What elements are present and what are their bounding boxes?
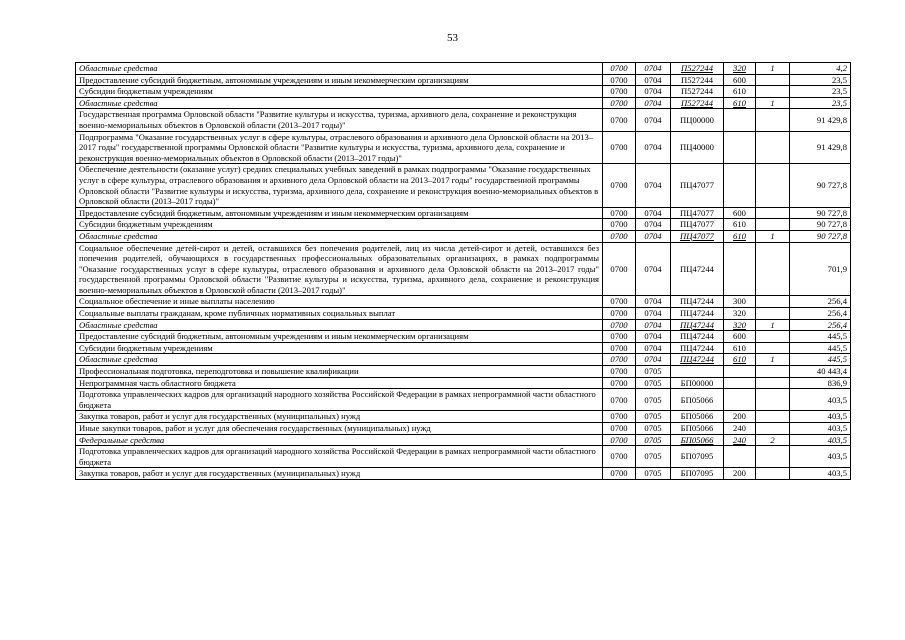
row-description: Предоставление субсидий бюджетным, автономным учреждениям и иным некоммерческим организациям [76, 331, 603, 343]
table-row [76, 219, 851, 231]
funding-source-code [756, 377, 790, 389]
row-description: Социальное обеспечение детей-сирот и детей, оставшихся без попечения родителей, лиц из числа детей-сирот и детей, оставшихся без попечения родителей, обучающихся в государственных профессиональных образовательных организациях, в рамках подпрограммы "Оказание государственных услуг в сфере культуры, отраслевого образования и архивного дела Орловской области на 2013–2017 годы" государственной программы Орловской области "Развитие культуры и искусства, туризма, архивного дела, сохранение и реконструкция военно-мемориальных объектов в Орловской области (2013–2017 годы)" [76, 242, 603, 296]
section-code: 0700 [603, 331, 636, 343]
subsection-code: 0704 [636, 242, 671, 296]
section-code: 0700 [603, 296, 636, 308]
funding-source-code [756, 86, 790, 98]
expense-type-code: 320 [724, 63, 756, 75]
section-code: 0700 [603, 354, 636, 366]
target-article-code: П527244 [671, 97, 724, 109]
row-description: Закупка товаров, работ и услуг для государственных (муниципальных) нужд [76, 468, 603, 480]
target-article-code: БП05066 [671, 411, 724, 423]
row-description: Субсидии бюджетным учреждениям [76, 219, 603, 231]
expense-type-code: 300 [724, 296, 756, 308]
target-article-code: ПЦ00000 [671, 109, 724, 131]
expense-type-code: 240 [724, 423, 756, 435]
row-description: Областные средства [76, 319, 603, 331]
funding-source-code: 1 [756, 319, 790, 331]
amount: 40 443,4 [790, 366, 851, 378]
funding-source-code: 1 [756, 63, 790, 75]
section-code: 0700 [603, 342, 636, 354]
funding-source-code: 2 [756, 434, 790, 446]
table-row [76, 207, 851, 219]
row-description: Субсидии бюджетным учреждениям [76, 342, 603, 354]
funding-source-code [756, 296, 790, 308]
row-description: Социальное обеспечение и иные выплаты населению [76, 296, 603, 308]
amount: 403,5 [790, 468, 851, 480]
row-description: Обеспечение деятельности (оказание услуг) средних специальных учебных заведений в рамках подпрограммы "Оказание государственных услуг в сфере культуры, отраслевого образования и архивного дела Орловской области на 2013–2017 годы" государственной программы Орловской области "Развитие культуры и искусства, туризма, архивного дела, сохранение и реконструкция военно-мемориальных объектов в Орловской области (2013–2017 годы)" [76, 164, 603, 207]
target-article-code: ПЦ47077 [671, 207, 724, 219]
table-row [76, 342, 851, 354]
section-code: 0700 [603, 86, 636, 98]
row-description: Закупка товаров, работ и услуг для государственных (муниципальных) нужд [76, 411, 603, 423]
subsection-code: 0705 [636, 366, 671, 378]
subsection-code: 0705 [636, 389, 671, 411]
amount: 91 429,8 [790, 131, 851, 164]
row-description: Профессиональная подготовка, переподготовка и повышение квалификации [76, 366, 603, 378]
subsection-code: 0704 [636, 131, 671, 164]
funding-source-code [756, 411, 790, 423]
table-row [76, 331, 851, 343]
subsection-code: 0704 [636, 207, 671, 219]
target-article-code: БП05066 [671, 434, 724, 446]
expense-type-code: 610 [724, 86, 756, 98]
target-article-code: ПЦ47244 [671, 319, 724, 331]
subsection-code: 0705 [636, 434, 671, 446]
funding-source-code [756, 308, 790, 320]
amount: 256,4 [790, 319, 851, 331]
funding-source-code [756, 423, 790, 435]
section-code: 0700 [603, 131, 636, 164]
expense-type-code: 610 [724, 230, 756, 242]
target-article-code: ПЦ47244 [671, 342, 724, 354]
table-row [76, 389, 851, 411]
amount: 90 727,8 [790, 230, 851, 242]
expense-type-code [724, 389, 756, 411]
expense-type-code [724, 242, 756, 296]
expense-type-code: 320 [724, 308, 756, 320]
expense-type-code: 610 [724, 219, 756, 231]
target-article-code: ПЦ47077 [671, 219, 724, 231]
table-row [76, 63, 851, 75]
table-row [76, 446, 851, 468]
page-number: 53 [447, 32, 458, 44]
table-body [76, 63, 851, 480]
amount: 90 727,8 [790, 219, 851, 231]
subsection-code: 0705 [636, 446, 671, 468]
row-description: Непрограммная часть областного бюджета [76, 377, 603, 389]
section-code: 0700 [603, 434, 636, 446]
table-row [76, 164, 851, 207]
funding-source-code: 1 [756, 230, 790, 242]
target-article-code: П527244 [671, 63, 724, 75]
expense-type-code: 600 [724, 331, 756, 343]
table-row [76, 377, 851, 389]
amount: 23,5 [790, 86, 851, 98]
target-article-code: П527244 [671, 74, 724, 86]
amount: 403,5 [790, 389, 851, 411]
subsection-code: 0704 [636, 296, 671, 308]
subsection-code: 0704 [636, 342, 671, 354]
table-row [76, 74, 851, 86]
funding-source-code [756, 207, 790, 219]
funding-source-code [756, 219, 790, 231]
funding-source-code [756, 342, 790, 354]
row-description: Областные средства [76, 230, 603, 242]
row-description: Подготовка управленческих кадров для организаций народного хозяйства Российской Федерации в рамках непрограммной части областного бюджета [76, 389, 603, 411]
table-row [76, 319, 851, 331]
target-article-code: ПЦ47244 [671, 308, 724, 320]
row-description: Областные средства [76, 97, 603, 109]
section-code: 0700 [603, 207, 636, 219]
table-row [76, 230, 851, 242]
funding-source-code [756, 164, 790, 207]
expense-type-code: 600 [724, 74, 756, 86]
target-article-code [671, 366, 724, 378]
expense-type-code [724, 131, 756, 164]
amount: 90 727,8 [790, 207, 851, 219]
target-article-code: БП05066 [671, 389, 724, 411]
subsection-code: 0704 [636, 74, 671, 86]
subsection-code: 0704 [636, 308, 671, 320]
table-row [76, 109, 851, 131]
target-article-code: ПЦ47244 [671, 242, 724, 296]
target-article-code: ПЦ47244 [671, 296, 724, 308]
table-row [76, 86, 851, 98]
funding-source-code [756, 366, 790, 378]
target-article-code: ПЦ47077 [671, 230, 724, 242]
funding-source-code [756, 468, 790, 480]
expense-type-code [724, 446, 756, 468]
subsection-code: 0704 [636, 63, 671, 75]
budget-table [75, 62, 851, 480]
section-code: 0700 [603, 74, 636, 86]
expense-type-code: 600 [724, 207, 756, 219]
funding-source-code [756, 131, 790, 164]
expense-type-code: 610 [724, 342, 756, 354]
amount: 445,5 [790, 331, 851, 343]
target-article-code: ПЦ47077 [671, 164, 724, 207]
section-code: 0700 [603, 423, 636, 435]
funding-source-code [756, 109, 790, 131]
row-description: Областные средства [76, 354, 603, 366]
table-row [76, 131, 851, 164]
expense-type-code: 200 [724, 411, 756, 423]
row-description: Социальные выплаты гражданам, кроме публичных нормативных социальных выплат [76, 308, 603, 320]
section-code: 0700 [603, 468, 636, 480]
section-code: 0700 [603, 219, 636, 231]
row-description: Федеральные средства [76, 434, 603, 446]
amount: 403,5 [790, 434, 851, 446]
row-description: Подготовка управленческих кадров для организаций народного хозяйства Российской Федерации в рамках непрограммной части областного бюджета [76, 446, 603, 468]
funding-source-code [756, 74, 790, 86]
funding-source-code: 1 [756, 97, 790, 109]
expense-type-code: 320 [724, 319, 756, 331]
row-description: Субсидии бюджетным учреждениям [76, 86, 603, 98]
section-code: 0700 [603, 230, 636, 242]
table-row [76, 434, 851, 446]
amount: 23,5 [790, 74, 851, 86]
amount: 23,5 [790, 97, 851, 109]
table-row [76, 296, 851, 308]
target-article-code: БП05066 [671, 423, 724, 435]
expense-type-code: 610 [724, 97, 756, 109]
table-row [76, 411, 851, 423]
row-description: Подпрограмма "Оказание государственных услуг в сфере культуры, отраслевого образования и архивного дела Орловской области на 2013–2017 годы" государственной программы Орловской области "Развитие культуры и искусства, туризма, архивного дела, сохранение и реконструкция военно-мемориальных объектов в Орловской области (2013–2017 годы)" [76, 131, 603, 164]
subsection-code: 0705 [636, 423, 671, 435]
subsection-code: 0704 [636, 219, 671, 231]
subsection-code: 0705 [636, 377, 671, 389]
expense-type-code [724, 164, 756, 207]
amount: 403,5 [790, 446, 851, 468]
amount: 701,9 [790, 242, 851, 296]
row-description: Областные средства [76, 63, 603, 75]
amount: 90 727,8 [790, 164, 851, 207]
section-code: 0700 [603, 97, 636, 109]
expense-type-code: 610 [724, 354, 756, 366]
table-row [76, 423, 851, 435]
funding-source-code: 1 [756, 354, 790, 366]
section-code: 0700 [603, 164, 636, 207]
amount: 4,2 [790, 63, 851, 75]
amount: 836,9 [790, 377, 851, 389]
target-article-code: БП07095 [671, 446, 724, 468]
expense-type-code [724, 377, 756, 389]
table-row [76, 242, 851, 296]
table-row [76, 366, 851, 378]
amount: 445,5 [790, 342, 851, 354]
row-description: Предоставление субсидий бюджетным, автономным учреждениям и иным некоммерческим организациям [76, 207, 603, 219]
row-description: Государственная программа Орловской области "Развитие культуры и искусства, туризма, архивного дела, сохранение и реконструкция военно-мемориальных объектов в Орловской области (2013–2017 годы)" [76, 109, 603, 131]
funding-source-code [756, 242, 790, 296]
subsection-code: 0705 [636, 411, 671, 423]
section-code: 0700 [603, 411, 636, 423]
subsection-code: 0704 [636, 331, 671, 343]
target-article-code: БП07095 [671, 468, 724, 480]
table-row [76, 308, 851, 320]
section-code: 0700 [603, 242, 636, 296]
target-article-code: П527244 [671, 86, 724, 98]
amount: 445,5 [790, 354, 851, 366]
target-article-code: БП00000 [671, 377, 724, 389]
target-article-code: ПЦ40000 [671, 131, 724, 164]
expense-type-code: 240 [724, 434, 756, 446]
funding-source-code [756, 389, 790, 411]
table-row [76, 468, 851, 480]
section-code: 0700 [603, 377, 636, 389]
amount: 256,4 [790, 296, 851, 308]
funding-source-code [756, 331, 790, 343]
section-code: 0700 [603, 366, 636, 378]
section-code: 0700 [603, 308, 636, 320]
subsection-code: 0704 [636, 319, 671, 331]
section-code: 0700 [603, 389, 636, 411]
subsection-code: 0704 [636, 230, 671, 242]
amount: 256,4 [790, 308, 851, 320]
row-description: Предоставление субсидий бюджетным, автономным учреждениям и иным некоммерческим организациям [76, 74, 603, 86]
target-article-code: ПЦ47244 [671, 331, 724, 343]
table-row [76, 97, 851, 109]
section-code: 0700 [603, 63, 636, 75]
subsection-code: 0704 [636, 109, 671, 131]
table-row [76, 354, 851, 366]
subsection-code: 0704 [636, 164, 671, 207]
section-code: 0700 [603, 446, 636, 468]
subsection-code: 0704 [636, 354, 671, 366]
subsection-code: 0705 [636, 468, 671, 480]
expense-type-code [724, 366, 756, 378]
row-description: Иные закупки товаров, работ и услуг для обеспечения государственных (муниципальных) нужд [76, 423, 603, 435]
expense-type-code [724, 109, 756, 131]
amount: 403,5 [790, 411, 851, 423]
amount: 403,5 [790, 423, 851, 435]
section-code: 0700 [603, 319, 636, 331]
section-code: 0700 [603, 109, 636, 131]
subsection-code: 0704 [636, 97, 671, 109]
subsection-code: 0704 [636, 86, 671, 98]
target-article-code: ПЦ47244 [671, 354, 724, 366]
funding-source-code [756, 446, 790, 468]
amount: 91 429,8 [790, 109, 851, 131]
expense-type-code: 200 [724, 468, 756, 480]
